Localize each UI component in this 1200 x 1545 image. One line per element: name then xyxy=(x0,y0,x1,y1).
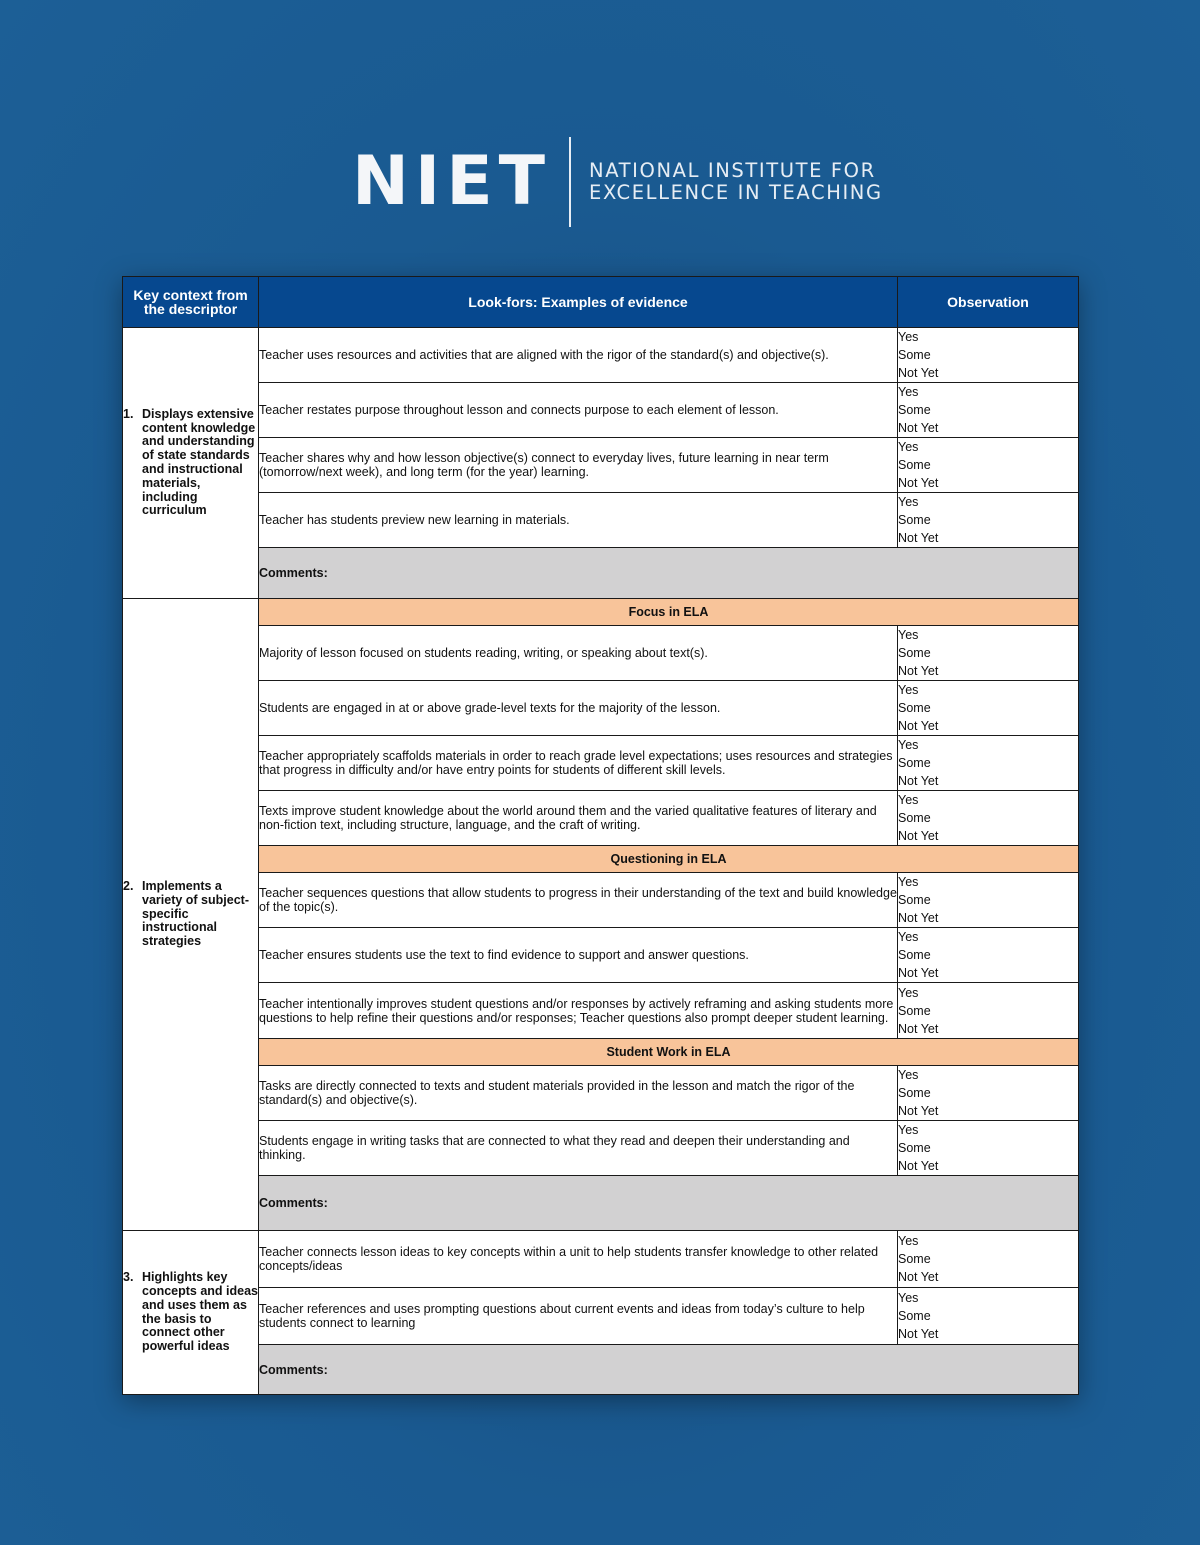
observation-options xyxy=(898,438,1079,493)
option-some: Some xyxy=(898,1309,931,1323)
evidence-text: Teacher restates purpose throughout lesson and connects purpose to each element of lesson. xyxy=(259,383,898,438)
observation-options xyxy=(898,736,1079,791)
table-row xyxy=(123,736,1079,791)
option-yes: Yes xyxy=(898,385,919,399)
table-header-row xyxy=(123,277,1079,328)
evidence-text: Tasks are directly connected to texts and student materials provided in the lesson and match the rigor of the standard(s) and objective(s). xyxy=(259,1066,898,1121)
descriptor-number: 3. xyxy=(123,1270,134,1285)
option-some: Some xyxy=(898,1086,931,1100)
option-not-yet: Not Yet xyxy=(898,1270,939,1284)
evidence-text: Teacher sequences questions that allow students to progress in their understanding of the text and build knowledge of the topic(s). xyxy=(259,873,898,928)
option-not-yet: Not Yet xyxy=(898,966,939,980)
table-row xyxy=(123,328,1079,383)
evidence-text: Texts improve student knowledge about the world around them and the varied qualitative features of literary and non-fiction text, including structure, language, and the craft of writing. xyxy=(259,791,898,846)
logo-text xyxy=(589,160,883,204)
option-not-yet: Not Yet xyxy=(898,829,939,843)
option-some: Some xyxy=(898,348,931,362)
option-yes: Yes xyxy=(898,1068,919,1082)
option-not-yet: Not Yet xyxy=(898,1159,939,1173)
observation-options xyxy=(898,1066,1079,1121)
option-not-yet: Not Yet xyxy=(898,1021,939,1036)
niet-logo xyxy=(352,136,883,228)
logo-line-1: NATIONAL INSTITUTE FOR xyxy=(589,159,876,182)
evidence-text: Teacher has students preview new learning in materials. xyxy=(259,493,898,548)
table-row xyxy=(123,383,1079,438)
option-not-yet: Not Yet xyxy=(898,476,939,490)
observation-options xyxy=(898,791,1079,846)
observation-options xyxy=(898,493,1079,548)
option-not-yet: Not Yet xyxy=(898,774,939,788)
observation-options xyxy=(898,681,1079,736)
option-yes: Yes xyxy=(898,628,919,642)
option-some: Some xyxy=(898,893,931,907)
section-header-row xyxy=(123,1039,1079,1066)
header-observation: Observation xyxy=(898,277,1079,328)
table-row xyxy=(123,873,1079,928)
option-not-yet: Not Yet xyxy=(898,366,939,380)
evidence-text: Teacher ensures students use the text to find evidence to support and answer questions. xyxy=(259,928,898,983)
descriptor-cell xyxy=(123,599,259,1231)
option-yes: Yes xyxy=(898,330,919,344)
observation-options xyxy=(898,928,1079,983)
table-row xyxy=(123,626,1079,681)
evidence-text: Majority of lesson focused on students reading, writing, or speaking about text(s). xyxy=(259,626,898,681)
option-some: Some xyxy=(898,646,931,660)
option-not-yet: Not Yet xyxy=(898,1327,939,1341)
logo-line-2: EXCELLENCE IN TEACHING xyxy=(589,181,883,204)
option-yes: Yes xyxy=(898,1234,919,1248)
header-lookfors: Look-fors: Examples of evidence xyxy=(259,277,898,328)
descriptor-text: Displays extensive content knowledge and understanding of state standards and instructional materials, including curriculum xyxy=(142,406,256,518)
evidence-text: Teacher appropriately scaffolds materials in order to reach grade level expectations; uses resources and strategies that progress in difficulty and/or have entry points for students of different skill levels. xyxy=(259,736,898,791)
option-yes: Yes xyxy=(898,1291,919,1305)
table-row xyxy=(123,1121,1079,1176)
observation-options xyxy=(898,1288,1079,1345)
option-yes: Yes xyxy=(898,440,919,454)
option-some: Some xyxy=(898,403,931,417)
evidence-text: Students are engaged in at or above grade-level texts for the majority of the lesson. xyxy=(259,681,898,736)
table-row xyxy=(123,681,1079,736)
descriptor-text: Highlights key concepts and ideas and uses them as the basis to connect other powerful ideas xyxy=(142,1270,259,1354)
comments-row xyxy=(123,1176,1079,1231)
comments-field[interactable]: Comments: xyxy=(259,1345,1079,1395)
descriptor-number: 1. xyxy=(123,406,134,421)
observation-options xyxy=(898,328,1079,383)
option-not-yet: Not Yet xyxy=(898,719,939,733)
section-title: Focus in ELA xyxy=(259,599,1079,626)
option-yes: Yes xyxy=(898,683,919,697)
option-some: Some xyxy=(898,513,931,527)
section-title: Questioning in ELA xyxy=(259,846,1079,873)
option-not-yet: Not Yet xyxy=(898,1104,939,1118)
option-some: Some xyxy=(898,1252,931,1266)
evidence-text: Teacher connects lesson ideas to key concepts within a unit to help students transfer knowledge to other related concepts/ideas xyxy=(259,1231,898,1288)
logo-mark: NIET xyxy=(352,142,552,221)
section-header-row xyxy=(123,846,1079,873)
comments-row xyxy=(123,548,1079,599)
table-row xyxy=(123,1231,1079,1288)
option-yes: Yes xyxy=(898,985,919,1000)
section-header-row xyxy=(123,599,1079,626)
option-yes: Yes xyxy=(898,930,919,944)
evidence-text: Teacher intentionally improves student questions and/or responses by actively reframing and asking students more questions to help refine their questions and/or responses; Teacher questions also prompt deeper student learning. xyxy=(259,983,898,1039)
comments-row xyxy=(123,1345,1079,1395)
option-some: Some xyxy=(898,1003,931,1018)
header-context: Key context from the descriptor xyxy=(123,277,259,328)
option-yes: Yes xyxy=(898,738,919,752)
option-some: Some xyxy=(898,948,931,962)
table-row xyxy=(123,791,1079,846)
descriptor-text: Implements a variety of subject-specific instructional strategies xyxy=(142,879,249,949)
observation-options xyxy=(898,873,1079,928)
option-yes: Yes xyxy=(898,875,919,889)
option-some: Some xyxy=(898,756,931,770)
option-not-yet: Not Yet xyxy=(898,664,939,678)
descriptor-cell xyxy=(123,1231,259,1395)
option-yes: Yes xyxy=(898,495,919,509)
rubric-table xyxy=(122,276,1079,1395)
option-some: Some xyxy=(898,1141,931,1155)
table-row xyxy=(123,1066,1079,1121)
table-row xyxy=(123,1288,1079,1345)
observation-options xyxy=(898,626,1079,681)
comments-field[interactable]: Comments: xyxy=(259,548,1079,599)
table-row xyxy=(123,493,1079,548)
observation-options xyxy=(898,383,1079,438)
table-row xyxy=(123,928,1079,983)
option-some: Some xyxy=(898,811,931,825)
evidence-text: Students engage in writing tasks that are connected to what they read and deepen their understanding and thinking. xyxy=(259,1121,898,1176)
descriptor-number: 2. xyxy=(123,879,134,893)
option-yes: Yes xyxy=(898,1123,919,1137)
option-yes: Yes xyxy=(898,793,919,807)
observation-options xyxy=(898,983,1079,1039)
comments-field[interactable]: Comments: xyxy=(259,1176,1079,1231)
observation-options xyxy=(898,1231,1079,1288)
option-some: Some xyxy=(898,701,931,715)
table-row xyxy=(123,438,1079,493)
evidence-text: Teacher shares why and how lesson objective(s) connect to everyday lives, future learning in near term (tomorrow/next week), and long term (for the year) learning. xyxy=(259,438,898,493)
observation-options xyxy=(898,1121,1079,1176)
option-not-yet: Not Yet xyxy=(898,531,939,545)
table-row xyxy=(123,983,1079,1039)
section-title: Student Work in ELA xyxy=(259,1039,1079,1066)
evidence-text: Teacher uses resources and activities that are aligned with the rigor of the standard(s) and objective(s). xyxy=(259,328,898,383)
option-not-yet: Not Yet xyxy=(898,421,939,435)
logo-divider xyxy=(569,137,571,227)
descriptor-cell xyxy=(123,328,259,599)
option-not-yet: Not Yet xyxy=(898,911,939,925)
evidence-text: Teacher references and uses prompting questions about current events and ideas from today’s culture to help students connect to learning xyxy=(259,1288,898,1345)
option-some: Some xyxy=(898,458,931,472)
